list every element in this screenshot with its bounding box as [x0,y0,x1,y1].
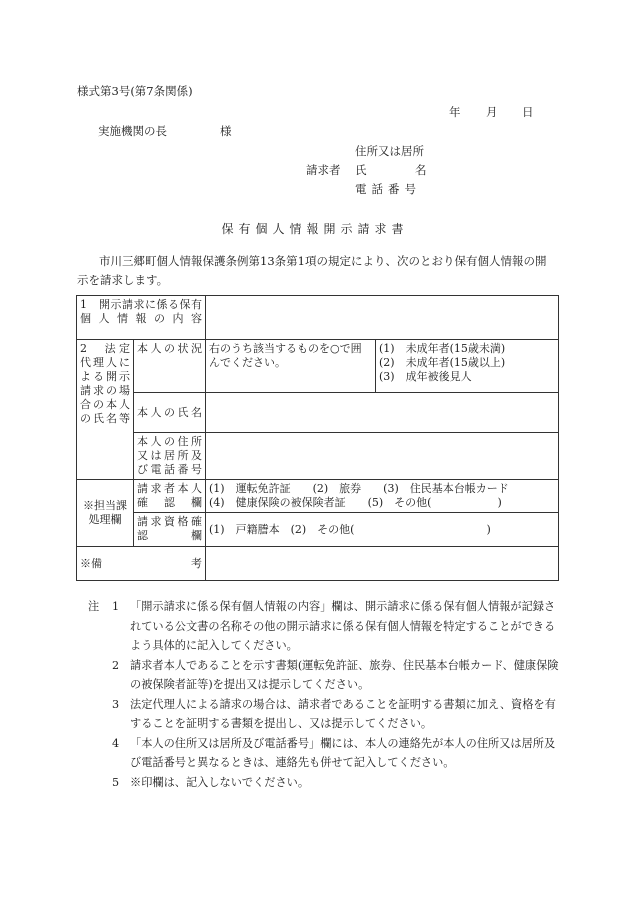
status-options[interactable] [376,340,559,393]
date-day-label: 日 [522,105,534,119]
addressee: 実施機関の長 [98,124,167,138]
note-text: 法定代理人による請求の場合は、請求者であることを証明する書類に加え、資格を有することを証明する書類を提出し、又は提示してください。 [130,697,556,730]
form-number: 様式第3号(第7条関係) [77,84,193,98]
office-label: ※担当課処理欄 [77,480,134,547]
note-text: 「開示請求に係る保有個人情報の内容」欄は、開示請求に係る保有個人情報が記録されている公文書の名称その他の開示請求に係る保有個人情報を特定することができるよう具体的に記入してください。 [130,600,556,652]
name-input[interactable] [206,393,559,433]
note-item [88,734,560,773]
requester-label: 請求者 [306,163,341,177]
status-option-1[interactable]: (1) 未成年者(15歳未満) [379,342,506,355]
address-label: 本人の住所又は居所及び電話番号 [134,433,206,480]
addressee-suffix: 様 [220,124,232,138]
note-number: 3 [112,697,120,711]
note-number: 1 [112,600,120,613]
note-item [88,695,560,734]
confirm-id-label: 請求者本人確認欄 [134,480,206,513]
requester-address-label: 住所又は居所 [355,144,424,158]
status-label: 本人の状況 [134,340,206,393]
address-input[interactable] [206,433,559,480]
confirm-id-options[interactable] [206,480,559,513]
note-text: 請求者本人であることを示す書類(運転免許証、旅券、住民基本台帳カード、健康保険の被保険者証等)を提出又は提示してください。 [130,658,559,691]
requester-tel-label: 電話番号 [355,182,421,196]
note-number: 4 [112,736,120,750]
intro-text: 市川三郷町個人情報保護条例第13条第1項の規定により、次のとおり保有個人情報の開示を請求します。 [77,254,547,287]
remarks-label-1: ※備 [80,556,102,570]
notes-prefix: 注 [88,600,100,613]
name-label: 本人の氏名 [134,393,206,433]
remarks-label [77,547,206,581]
note-number: 5 [112,775,120,789]
confirm-qual-line[interactable]: (1) 戸籍謄本 (2) その他( ) [206,513,559,547]
document-title: 保有個人情報開示請求書 [221,222,409,236]
confirm-id-line-2: (4) 健康保険の被保険者証 (5) その他( ) [209,496,502,509]
requester-name-label-1: 氏 [355,163,367,177]
notes-section [88,597,560,792]
status-option-3[interactable]: (3) 成年被後見人 [379,370,472,383]
remarks-input[interactable] [206,547,559,581]
date-month-label: 月 [486,105,498,119]
note-text: ※印欄は、記入しないでください。 [130,775,310,789]
status-option-2[interactable]: (2) 未成年者(15歳以上) [379,356,506,369]
request-form-table [76,295,559,581]
note-item [88,597,560,656]
note-text: 「本人の住所又は居所及び電話番号」欄には、本人の連絡先が本人の住所又は居所及び電話番号と異なるときは、連絡先も併せて記入してください。 [130,736,556,769]
row1-input[interactable] [206,296,559,340]
confirm-id-line-1: (1) 運転免許証 (2) 旅券 (3) 住民基本台帳カード [209,482,509,495]
status-instruction: 右のうち該当するものを○で囲んでください。 [206,340,376,393]
row2-label: 2 法定代理人による開示請求の場合の本人の氏名等 [77,340,134,480]
date-year-label: 年 [449,105,461,119]
requester-name-label-2: 名 [415,163,427,177]
confirm-qual-label: 請求資格確認欄 [134,513,206,547]
note-item [88,773,560,793]
remarks-label-2: 考 [191,556,202,570]
row1-label: 1 開示請求に係る保有個人情報の内容 [77,296,206,340]
note-item [88,656,560,695]
note-number: 2 [112,658,120,672]
